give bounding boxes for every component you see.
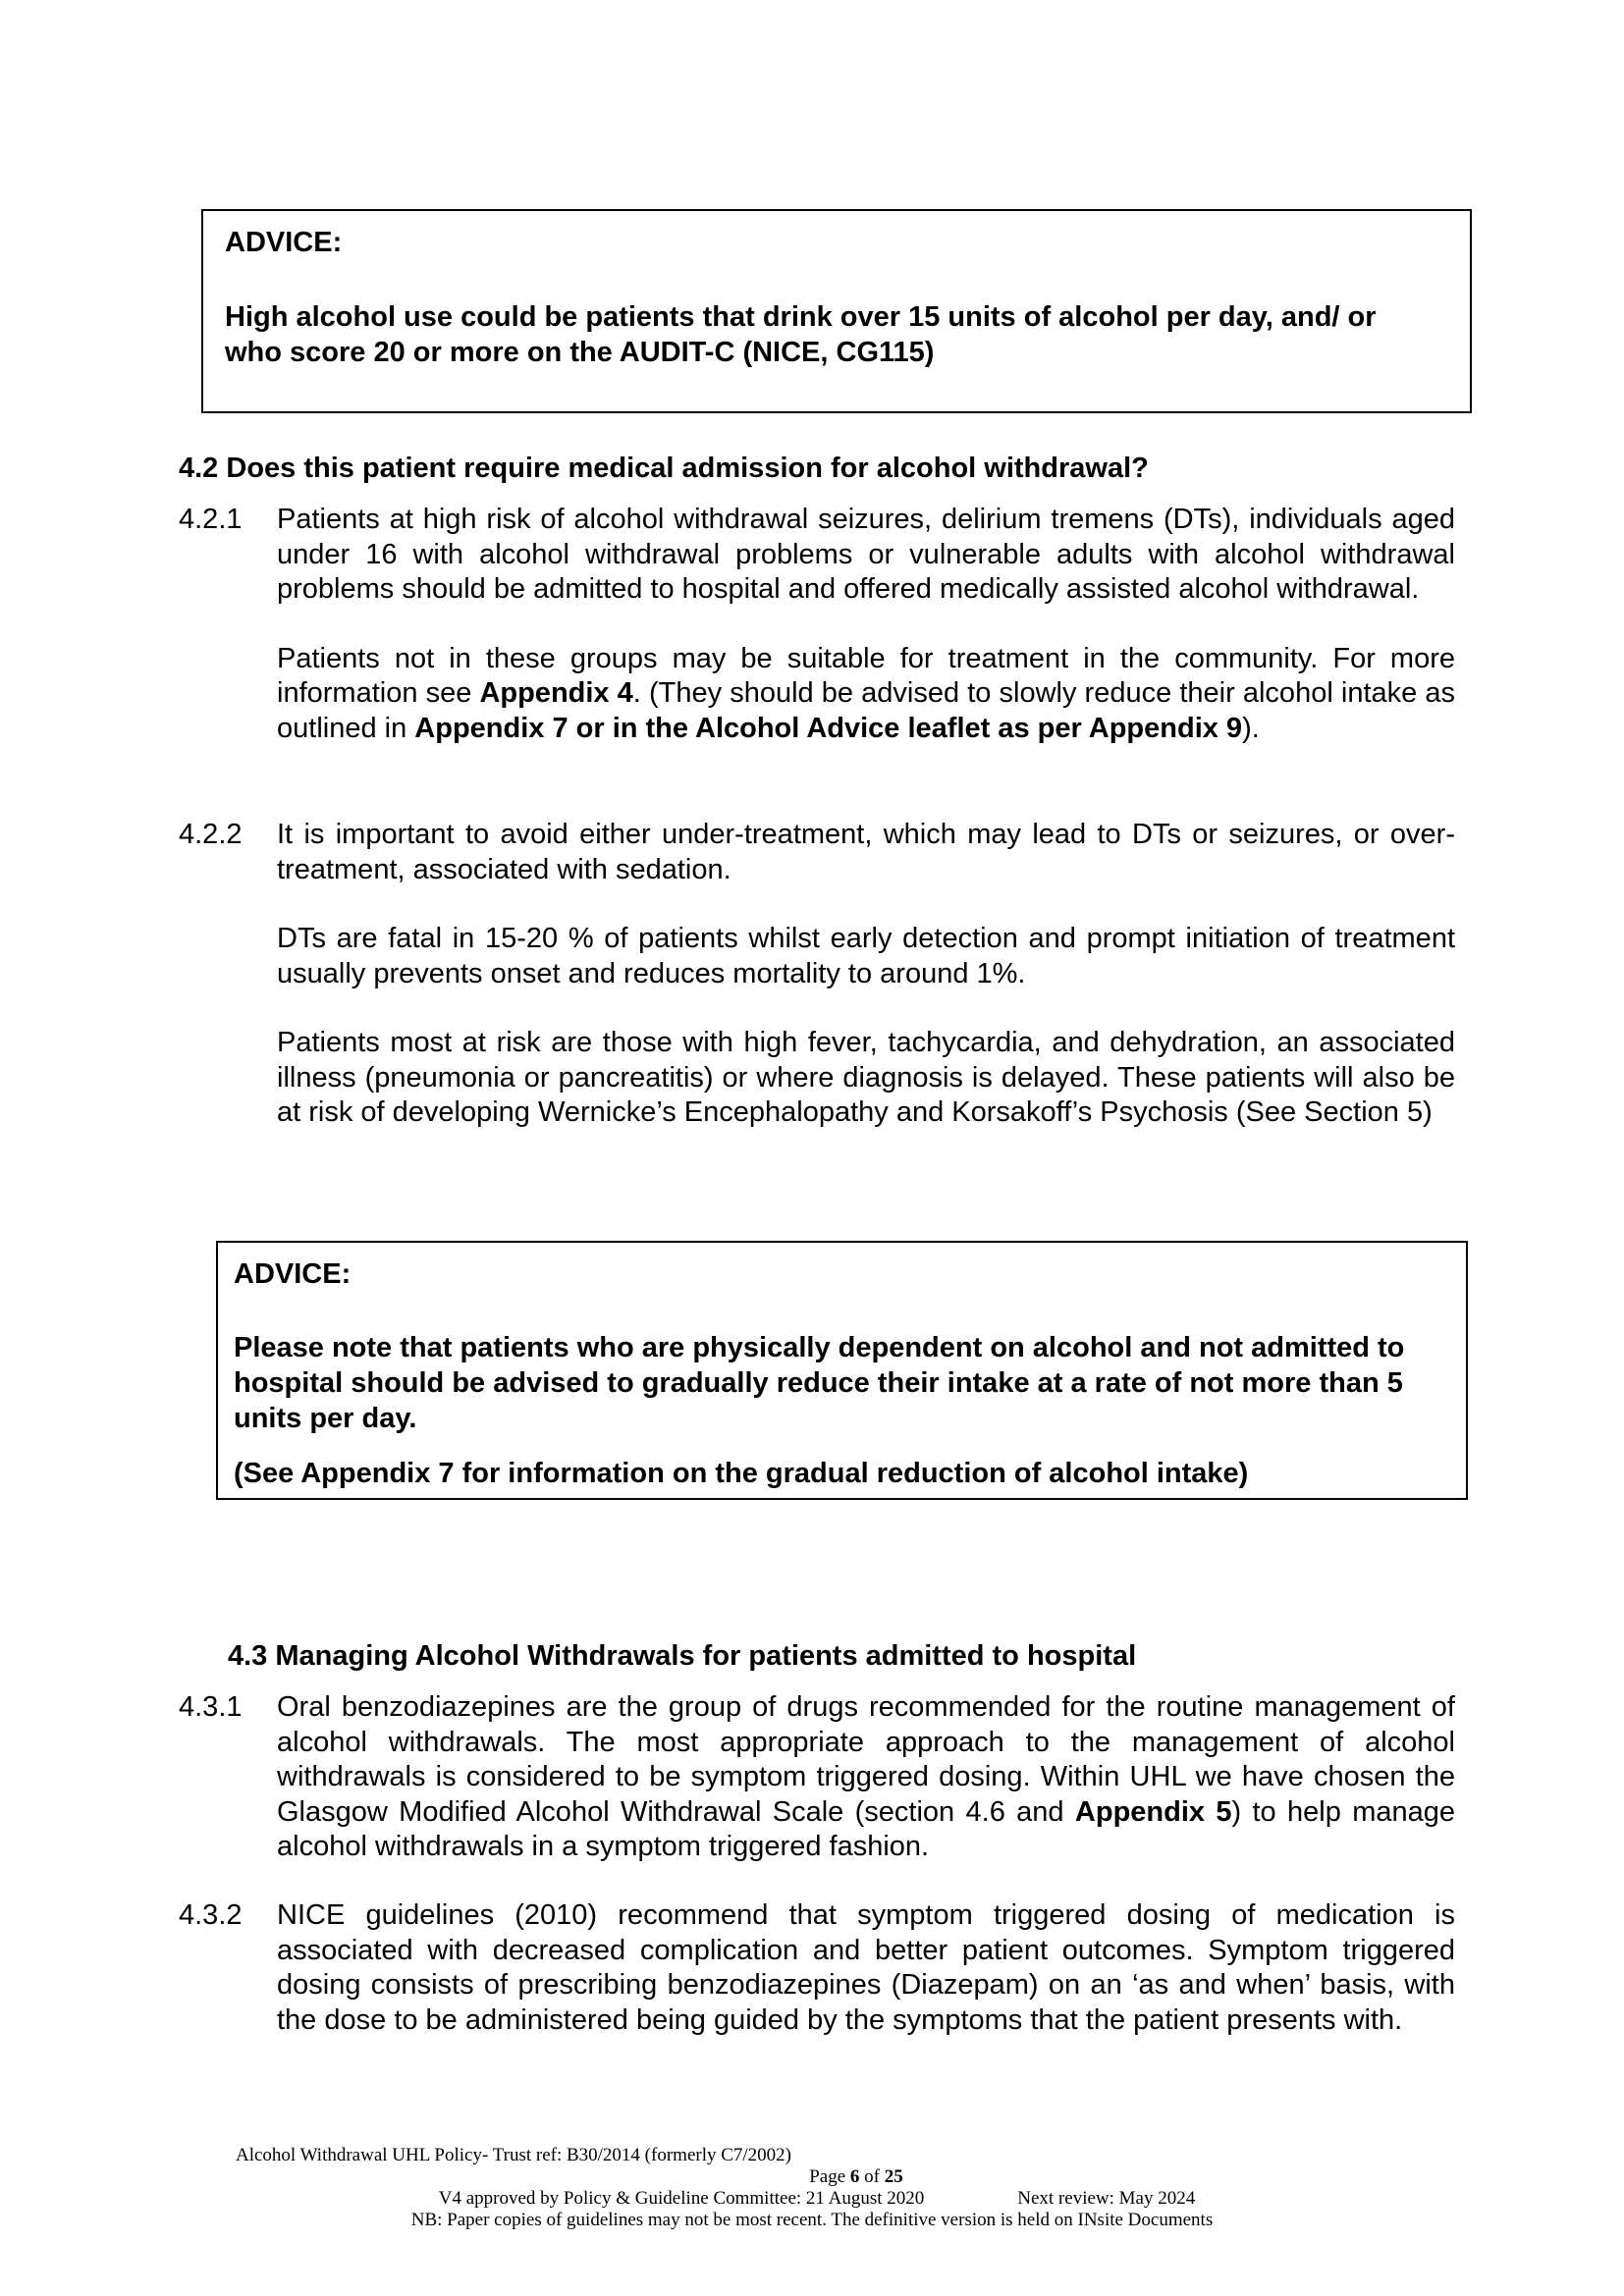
- appendix-7-9-reference: Appendix 7 or in the Alcohol Advice leaflet as per Appendix 9: [414, 712, 1243, 744]
- paragraph-text-dts: DTs are fatal in 15-20 % of patients whilst early detection and prompt initiation of treatment usually prevents onset and reduces mortality to around 1%.: [277, 923, 1455, 989]
- footer-approval: V4 approved by Policy & Guideline Committee: 21 August 2020 Next review: May 2024: [438, 2188, 1196, 2209]
- paragraph-text-community: Patients not in these groups may be suitable for treatment in the community. For more information see Appendix 4. (They should be advised to slowly reduce their alcohol intake as outlined in Appendix 7 or in the Alcohol Advice leaflet as per Appendix 9).: [277, 642, 1455, 744]
- advice-box-appendix-note: (See Appendix 7 for information on the gradual reduction of alcohol intake): [234, 1458, 1249, 1489]
- advice-box-body: High alcohol use could be patients that drink over 15 units of alcohol per day, and/ or who score 20 or more on the AUDIT-C (NICE, CG115): [225, 301, 1377, 368]
- paragraph-text: Oral benzodiazepines are the group of drugs recommended for the routine management of alcohol withdrawals. The most appropriate approach to the management of alcohol withdrawals is considered to be symptom triggered dosing. Within UHL we have chosen the Glasgow Modified Alcohol Withdrawal Scale (section 4.6 and Appendix 5) to help manage alcohol withdrawals in a symptom triggered fashion.: [277, 1691, 1455, 1862]
- footer-policy-ref: Alcohol Withdrawal UHL Policy- Trust ref: B30/2014 (formerly C7/2002): [236, 2145, 792, 2165]
- paragraph-text: NICE guidelines (2010) recommend that symptom triggered dosing of medication is associated with decreased complication and better patient outcomes. Symptom triggered dosing consists of prescribing benzodiazepines (Diazepam) on an ‘as and when’ basis, with the dose to be administered being guided by the symptoms that the patient presents with.: [277, 1899, 1455, 2036]
- advice-box-body: Please note that patients who are physically dependent on alcohol and not admitted to hospital should be advised to gradually reduce their intake at a rate of not more than 5 units per day.: [234, 1332, 1405, 1434]
- footer-nb: NB: Paper copies of guidelines may not be most recent. The definitive version is held on INsite Documents: [410, 2210, 1214, 2230]
- paragraph-text: It is important to avoid either under-treatment, which may lead to DTs or seizures, or over-treatment, associated with sedation.: [277, 819, 1455, 885]
- paragraph-number: 4.2.2: [179, 819, 243, 850]
- advice-box-title: ADVICE:: [225, 227, 343, 258]
- section-4-3-heading: 4.3 Managing Alcohol Withdrawals for patients admitted to hospital: [228, 1640, 1137, 1672]
- advice-box-gradual-reduction: [216, 1241, 1468, 1500]
- appendix-4-reference: Appendix 4: [479, 677, 633, 709]
- paragraph-number: 4.3.1: [179, 1691, 243, 1723]
- appendix-5-reference: Appendix 5: [1074, 1795, 1232, 1828]
- paragraph-number: 4.2.1: [179, 504, 243, 535]
- footer-page-number: Page 6 of 25: [809, 2166, 903, 2187]
- advice-box-title: ADVICE:: [234, 1258, 352, 1290]
- section-4-2-heading: 4.2 Does this patient require medical admission for alcohol withdrawal?: [179, 453, 1149, 484]
- paragraph-text-risk: Patients most at risk are those with high fever, tachycardia, and dehydration, an associated illness (pneumonia or pancreatitis) or where diagnosis is delayed. These patients will also be at risk of developing Wernicke’s Encephalopathy and Korsakoff’s Psychosis (See Section 5): [277, 1027, 1455, 1128]
- page-footer: [196, 2145, 1428, 2231]
- advice-box-high-alcohol-use: [201, 209, 1472, 413]
- paragraph-text: Patients at high risk of alcohol withdrawal seizures, delirium tremens (DTs), individuals aged under 16 with alcohol withdrawal problems or vulnerable adults with alcohol withdrawal problems should be admitted to hospital and offered medically assisted alcohol withdrawal.: [277, 504, 1455, 605]
- paragraph-number: 4.3.2: [179, 1899, 243, 1931]
